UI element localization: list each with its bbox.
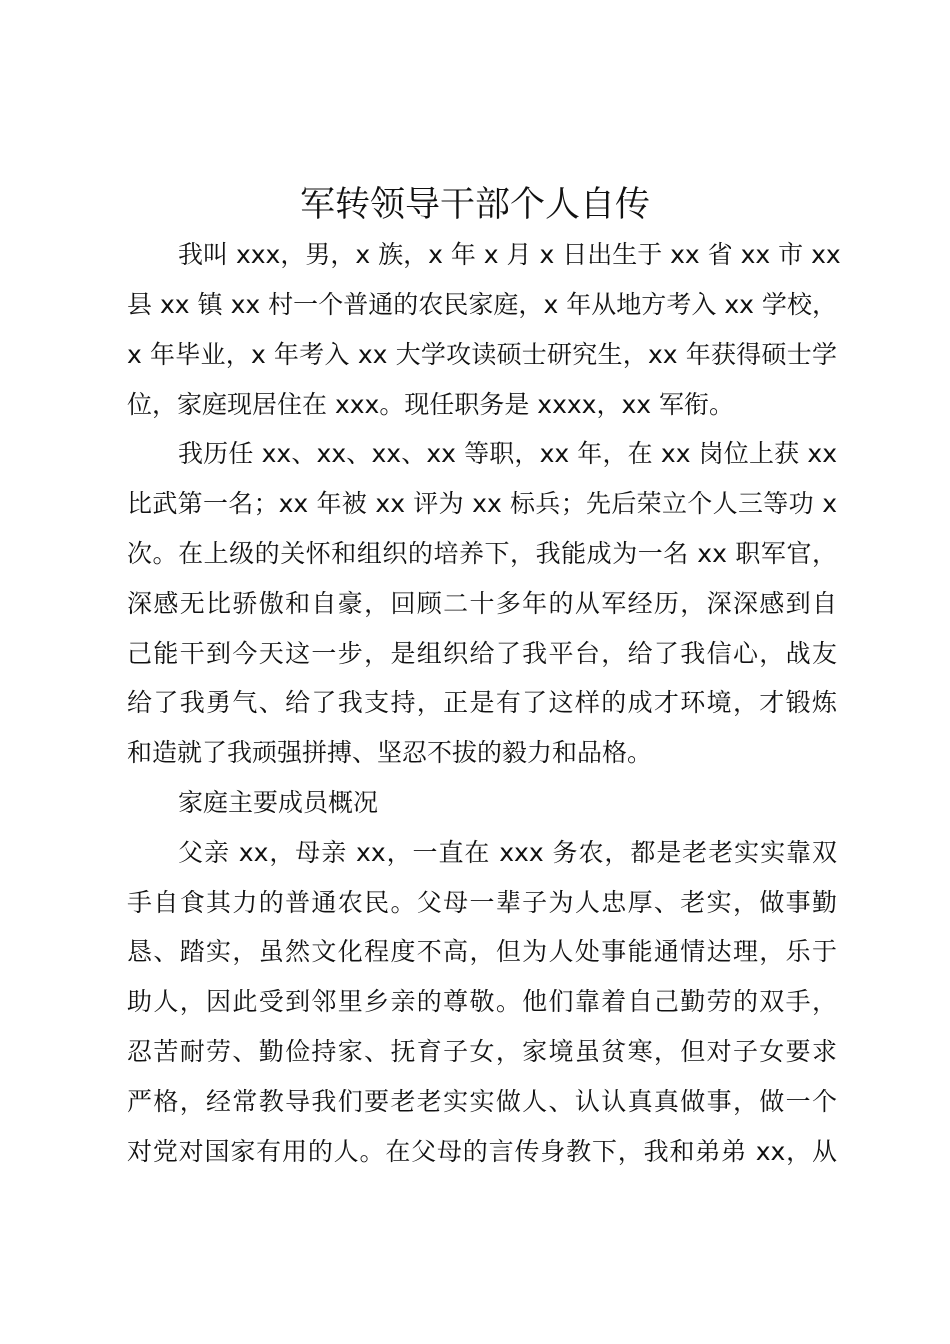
paragraph-line: 比武第一名；xx 年被 xx 评为 xx 标兵；先后荣立个人三等功 x [127,489,837,518]
paragraph-line: 忍苦耐劳、勤俭持家、抚育子女，家境虽贫寒，但对子女要求 [127,1037,837,1066]
paragraph-line: 次。在上级的关怀和组织的培养下，我能成为一名 xx 职军官， [127,539,837,568]
paragraph-line: 和造就了我顽强拼搏、坚忍不拔的毅力和品格。 [127,738,653,767]
paragraph-line: 县 xx 镇 xx 村一个普通的农民家庭，x 年从地方考入 xx 学校， [127,290,837,319]
paragraph-line: 助人，因此受到邻里乡亲的尊敬。他们靠着自己勤劳的双手， [127,987,837,1016]
document-title: 军转领导干部个人自传 [299,185,650,225]
paragraph-line: 对党对国家有用的人。在父母的言传身教下，我和弟弟 xx，从 [127,1137,837,1166]
paragraph-line: 父亲 xx，母亲 xx，一直在 xxx 务农，都是老老实实靠双 [178,838,837,867]
paragraph-line: 己能干到今天这一步，是组织给了我平台，给了我信心，战友 [127,639,837,668]
paragraph-line: 恳、踏实，虽然文化程度不高，但为人处事能通情达理，乐于 [127,937,837,966]
section-heading: 家庭主要成员概况 [178,788,379,817]
paragraph-line: 深感无比骄傲和自豪，回顾二十多年的从军经历，深深感到自 [127,589,837,618]
paragraph-line: 我叫 xxx，男，x 族，x 年 x 月 x 日出生于 xx 省 xx 市 xx [178,240,841,269]
paragraph-line: 给了我勇气、给了我支持，正是有了这样的成才环境，才锻炼 [127,688,837,717]
paragraph-line: 手自食其力的普通农民。父母一辈子为人忠厚、老实，做事勤 [127,888,837,917]
paragraph-line: 我历任 xx、xx、xx、xx 等职，xx 年，在 xx 岗位上获 xx [178,439,837,468]
paragraph-line: 位，家庭现居住在 xxx。现任职务是 xxxx，xx 军衔。 [127,390,734,419]
paragraph-line: 严格，经常教导我们要老老实实做人、认认真真做事，做一个 [127,1087,837,1116]
paragraph-line: x 年毕业，x 年考入 xx 大学攻读硕士研究生，xx 年获得硕士学 [127,340,837,369]
